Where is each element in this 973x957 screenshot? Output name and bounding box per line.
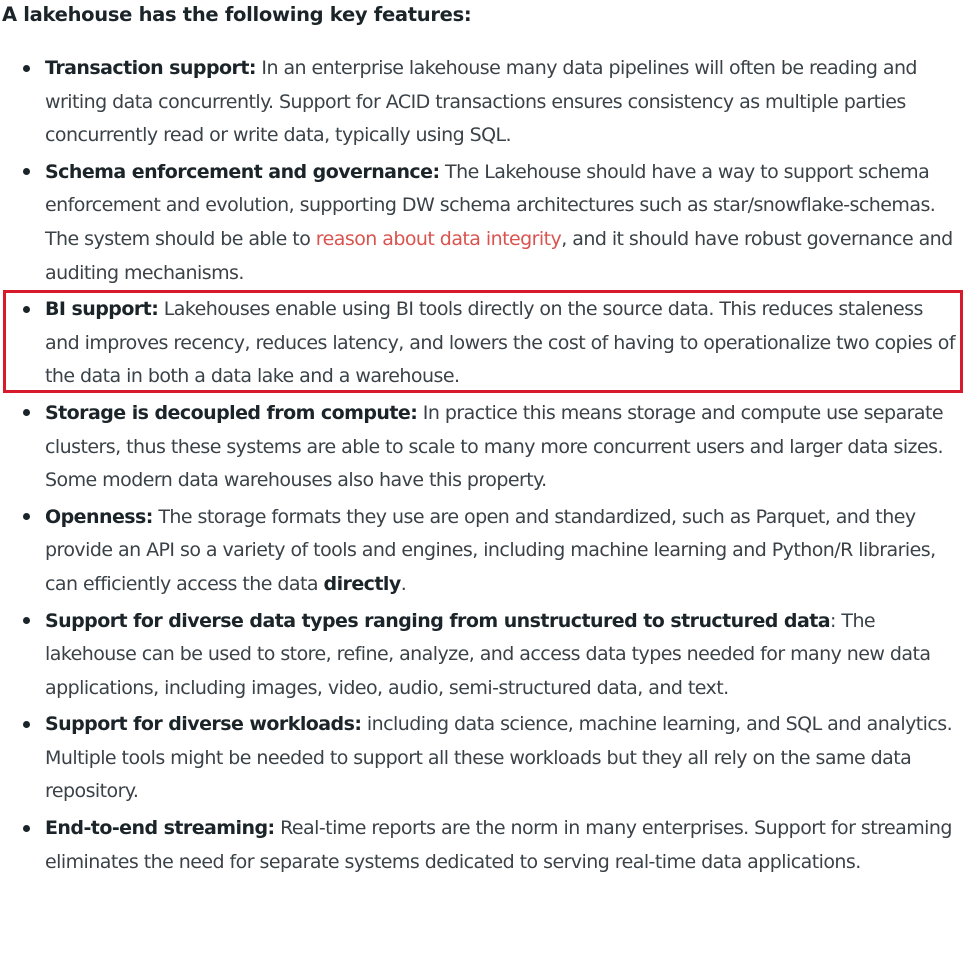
feature-description: In an enterprise lakehouse many data pipelines will often be reading and writing data concurrently. Support for ACID transactions ensures consistency as multiple parties concurrently read or write data, typically using SQL. — [45, 57, 917, 147]
bullet-icon — [23, 617, 30, 624]
bullet-icon — [23, 513, 30, 520]
feature-term: Schema enforcement and governance: — [45, 160, 440, 183]
feature-term: Support for diverse data types ranging from unstructured to structured data — [45, 609, 831, 632]
emphasis-directly: directly — [323, 572, 401, 595]
feature-item-diverse-workloads — [0, 708, 973, 809]
data-integrity-link[interactable]: reason about data integrity — [315, 227, 562, 250]
bullet-icon — [23, 306, 30, 313]
feature-item-diverse-data-types — [0, 605, 973, 706]
feature-term: End-to-end streaming: — [45, 817, 275, 840]
feature-item-bi-support — [0, 293, 973, 394]
feature-list — [0, 52, 973, 882]
feature-item-openness — [0, 501, 973, 602]
bullet-icon — [23, 825, 30, 832]
bullet-icon — [23, 168, 30, 175]
feature-term: Support for diverse workloads: — [45, 713, 362, 736]
feature-description: Lakehouses enable using BI tools directly on the source data. This reduces staleness and improves recency, reduces latency, and lowers the cost of having to operationalize two copies of the data in both a data lake and a warehouse. — [45, 298, 955, 388]
feature-term: Transaction support: — [45, 57, 256, 79]
feature-description-end: . — [400, 572, 407, 595]
feature-item-storage-decoupled — [0, 397, 973, 498]
feature-item-end-to-end-streaming — [0, 812, 973, 879]
feature-term: Openness: — [45, 505, 153, 528]
bullet-icon — [23, 721, 30, 728]
section-heading: A lakehouse has the following key features: — [2, 3, 472, 26]
feature-description-continued: , and it should have robust governance and auditing mechanisms. — [45, 227, 953, 284]
feature-description: The Lakehouse should have a way to support schema enforcement and evolution, supporting DW schema architectures such as star/snowflake-schemas. The system should be able to — [45, 160, 936, 250]
bullet-icon — [23, 409, 30, 416]
feature-term: BI support: — [45, 298, 159, 321]
feature-description: In practice this means storage and compute use separate clusters, thus these systems are able to scale to many more concurrent users and larger data sizes. Some modern data warehouses also have this property. — [45, 401, 944, 492]
feature-description: : The lakehouse can be used to store, refine, analyze, and access data types needed for many new data applications, including images, video, audio, semi-structured data, and text. — [45, 609, 931, 699]
bullet-icon — [23, 65, 30, 72]
feature-description: including data science, machine learning, and SQL and analytics. Multiple tools might be needed to support all these workloads but they all rely on the same data repository. — [45, 713, 953, 803]
feature-description: Real-time reports are the norm in many enterprises. Support for streaming eliminates the need for separate systems dedicated to serving real-time data applications. — [45, 817, 952, 873]
feature-item-transaction-support — [0, 52, 973, 153]
feature-description: The storage formats they use are open and standardized, such as Parquet, and they provide an API so a variety of tools and engines, including machine learning and Python/R libraries, can efficiently access the data — [45, 505, 936, 595]
feature-term: Storage is decoupled from compute: — [45, 401, 418, 424]
feature-item-schema-enforcement — [0, 156, 973, 290]
